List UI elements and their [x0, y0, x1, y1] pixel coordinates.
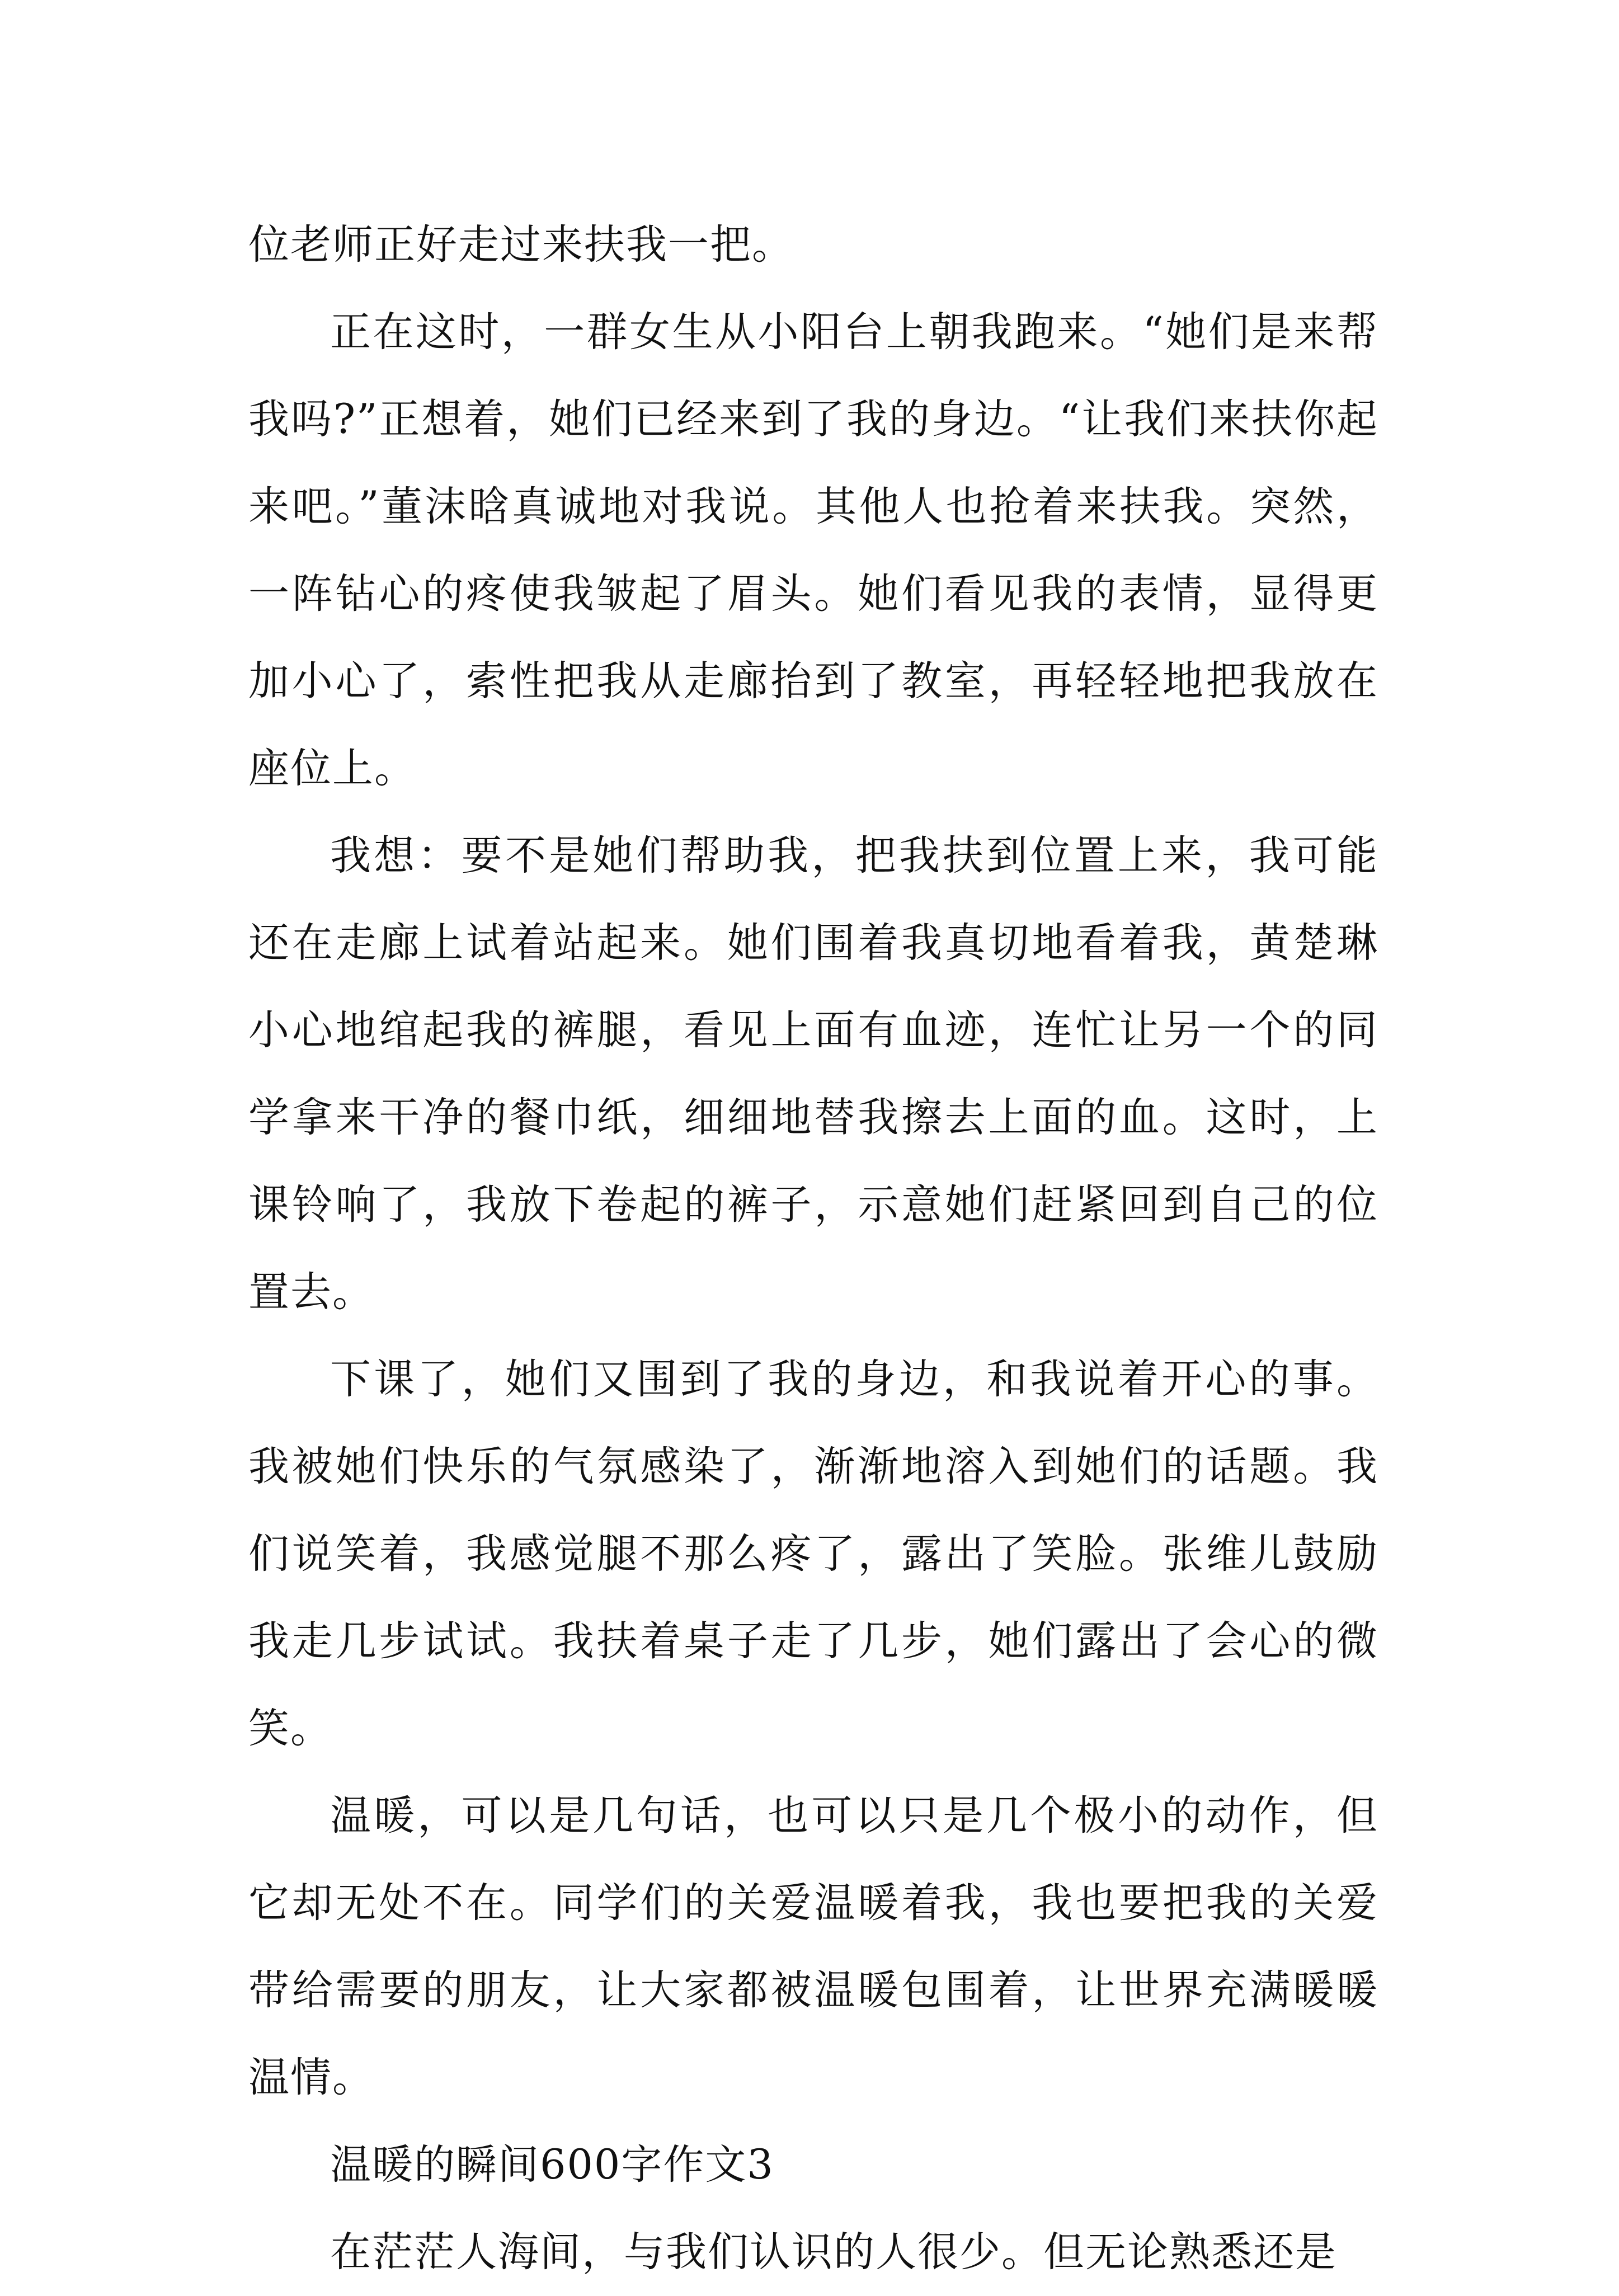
paragraph: 我想：要不是她们帮助我，把我扶到位置上来，我可能还在走廊上试着站起来。她们围着我真切地看着我，黄楚琳小心地绾起我的裤腿，看见上面有血迹，连忙让另一个的同学拿来干净的餐巾纸，细细地替我擦去上面的血。这时，上课铃响了，我放下卷起的裤子，示意她们赶紧回到自己的位置去。	[248, 832, 1378, 1316]
document-body	[248, 201, 1378, 2296]
paragraph: 温暖，可以是几句话，也可以只是几个极小的动作，但它却无处不在。同学们的关爱温暖着我，我也要把我的关爱带给需要的朋友，让大家都被温暖包围着，让世界充满暖暖温情。	[248, 1792, 1378, 2101]
paragraph: 正在这时，一群女生从小阳台上朝我跑来。“她们是来帮我吗?”正想着，她们已经来到了我的身边。“让我们来扶你起来吧。”董沫晗真诚地对我说。其他人也抢着来扶我。突然，一阵钻心的疼使我皱起了眉头。她们看见我的表情，显得更加小心了，索性把我从走廊抬到了教室，再轻轻地把我放在座位上。	[248, 308, 1378, 792]
section-heading: 温暖的瞬间600字作文3	[330, 2141, 774, 2189]
paragraph: 位老师正好走过来扶我一把。	[248, 221, 794, 269]
paragraph: 在茫茫人海间，与我们认识的人很少。但无论熟悉还是	[330, 2228, 1337, 2276]
paragraph: 下课了，她们又围到了我的身边，和我说着开心的事。我被她们快乐的气氛感染了，渐渐地溶入到她们的话题。我们说笑着，我感觉腿不那么疼了，露出了笑脸。张维儿鼓励我走几步试试。我扶着桌子走了几步，她们露出了会心的微笑。	[248, 1356, 1378, 1752]
